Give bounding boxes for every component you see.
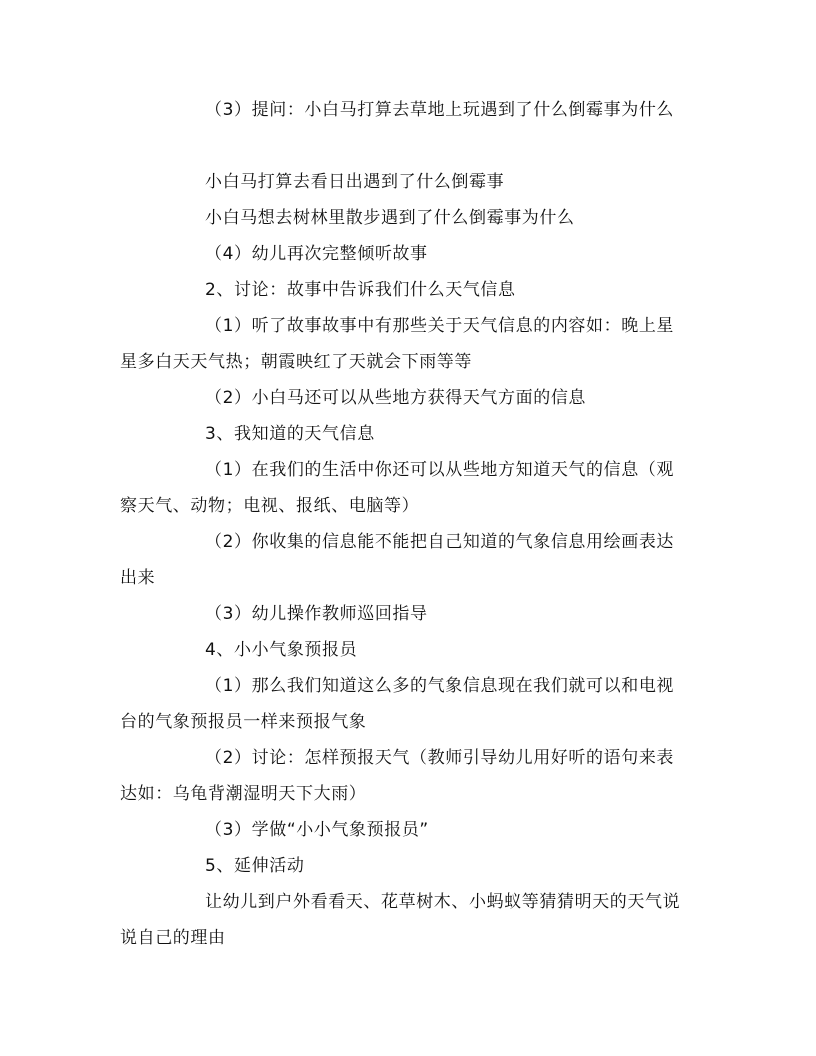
paragraph-outdoor: 让幼儿到户外看看天、花草树木、小蚂蚁等猜猜明天的天气说说自己的理由 [120,892,681,948]
paragraph-forest: 小白马想去树林里散步遇到了什么倒霉事为什么 [205,208,575,228]
paragraph-operate: （3）幼儿操作教师巡回指导 [205,604,428,624]
paragraph-question-3: （3）提问：小白马打算去草地上玩遇到了什么倒霉事为什么 [205,100,675,120]
paragraph-how-to-forecast: （2）讨论：怎样预报天气（教师引导幼儿用好听的语句来表达如：乌龟背潮湿明天下大雨） [120,748,675,804]
paragraph-drawing: （2）你收集的信息能不能把自己知道的气象信息用绘画表达出来 [120,532,675,588]
paragraph-daily-life: （1）在我们的生活中你还可以从些地方知道天气的信息（观察天气、动物；电视、报纸、电脑等） [120,460,675,516]
heading-extension: 5、延伸活动 [205,856,305,876]
paragraph-listen-again: （4）幼儿再次完整倾听故事 [205,244,428,264]
paragraph-weather-content: （1）听了故事故事中有那些关于天气信息的内容如：晚上星星多白天天气热；朝霞映红了天就会下雨等等 [120,316,675,372]
paragraph-learn-forecaster: （3）学做“小小气象预报员” [205,820,429,840]
paragraph-sunrise: 小白马打算去看日出遇到了什么倒霉事 [205,172,505,192]
paragraph-forecast-like-tv: （1）那么我们知道这么多的气象信息现在我们就可以和电视台的气象预报员一样来预报气象 [120,676,675,732]
heading-forecaster: 4、小小气象预报员 [205,640,358,660]
heading-weather-info: 3、我知道的天气信息 [205,424,375,444]
paragraph-other-sources: （2）小白马还可以从些地方获得天气方面的信息 [205,388,587,408]
heading-discussion: 2、讨论：故事中告诉我们什么天气信息 [205,280,516,300]
